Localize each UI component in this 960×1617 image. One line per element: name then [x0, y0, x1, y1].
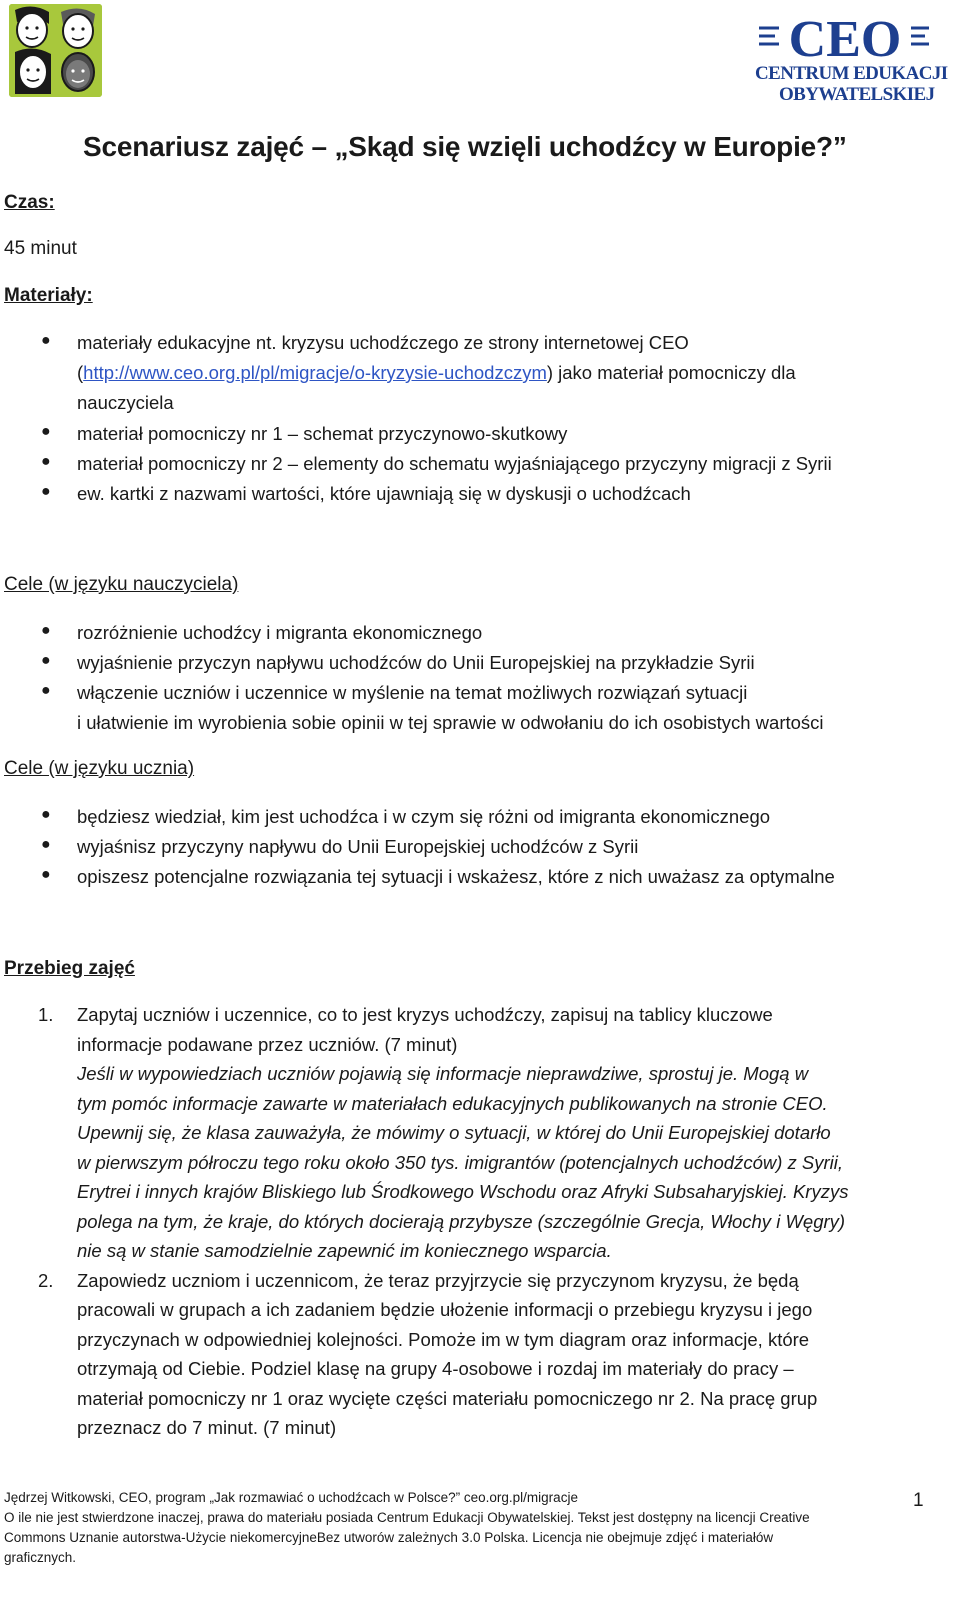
materials-item-1-line-2 — [77, 358, 796, 388]
page-number: 1 — [913, 1490, 924, 1511]
goals-student-item-3: opiszesz potencjalne rozwiązania tej sytuacji i wskażesz, które z nich uważasz za optymalne — [77, 866, 835, 887]
bullet-icon: ● — [41, 423, 51, 440]
step-2-line-6: przeznacz do 7 minut. (7 minut) — [77, 1417, 337, 1438]
goals-teacher-item-3-line-2: i ułatwienie im wyrobienia sobie opinii w tej sprawie w odwołaniu do ich osobistych wartości — [77, 712, 824, 733]
footer-license-line-3: graficznych. — [4, 1550, 77, 1565]
ceo-logo-line2: OBYWATELSKIEJ — [779, 84, 935, 105]
step-1-note-line-1: Jeśli w wypowiedziach uczniów pojawią się informacje nieprawdziwe, sprostuj je. Mogą w — [77, 1063, 809, 1084]
materials-item-2: materiał pomocniczy nr 1 – schemat przyczynowo-skutkowy — [77, 423, 568, 444]
materials-item-3: materiał pomocniczy nr 2 – elementy do schematu wyjaśniającego przyczyny migracji z Syrii — [77, 453, 832, 474]
materials-item-1-line-1: materiały edukacyjne nt. kryzysu uchodźczego ze strony internetowej CEO — [77, 332, 689, 353]
ceo-logo — [753, 10, 948, 106]
bullet-icon: ● — [41, 652, 51, 669]
step-1-note-line-2: tym pomóc informacje zawarte w materiałach edukacyjnych publikowanych na stronie CEO. — [77, 1093, 828, 1114]
ceo-logo-icon — [753, 10, 931, 66]
bullet-icon: ● — [41, 836, 51, 853]
kids-faces-logo — [9, 4, 102, 97]
bullet-icon: ● — [41, 332, 51, 349]
ceo-logo-line1: CENTRUM EDUKACJI — [755, 63, 948, 84]
step-1-note-line-7: nie są w stanie samodzielnie zapewnić im koniecznego wsparcia. — [77, 1240, 612, 1261]
step-2-line-2: pracowali w grupach a ich zadaniem będzie ułożenie informacji o przebiegu kryzysu i jego — [77, 1299, 813, 1320]
materials-item-4: ew. kartki z nazwami wartości, które ujawniają się w dyskusji o uchodźcach — [77, 483, 691, 504]
step-1-note-line-3: Upewnij się, że klasa zauważyła, że mówimy o sytuacji, w której do Unii Europejskiej dotarło — [77, 1122, 831, 1143]
goals-student-item-1: będziesz wiedział, kim jest uchodźca i w czym się różni od imigranta ekonomicznego — [77, 806, 771, 827]
goals-teacher-item-1: rozróżnienie uchodźcy i migranta ekonomicznego — [77, 622, 483, 643]
page-title: Scenariusz zajęć – „Skąd się wzięli uchodźcy w Europie?” — [83, 131, 847, 162]
ceo-migration-link[interactable]: http://www.ceo.org.pl/pl/migracje/o-kryzysie-uchodzczym — [83, 362, 547, 383]
step-2-line-5: materiał pomocniczy nr 1 oraz wycięte części materiału pomocniczego nr 2. Na pracę grup — [77, 1388, 818, 1409]
bullet-icon: ● — [41, 866, 51, 883]
procedure-label: Przebieg zajęć — [4, 958, 135, 979]
materials-item-1-tail: ) jako materiał pomocniczy dla — [546, 362, 796, 383]
footer-license-line-2: Commons Uznanie autorstwa-Użycie niekomercyjneBez utworów zależnych 3.0 Polska. Licencja nie obejmuje zdjęć i materiałów — [4, 1530, 774, 1545]
step-1-note-line-6: polega na tym, że kraje, do których docierają przybysze (szczególnie Grecja, Włochy i Węgry) — [77, 1211, 846, 1232]
step-2-line-3: przyczynach w odpowiedniej kolejności. Pomoże im w tym diagram oraz informacje, które — [77, 1329, 810, 1350]
step-2-number: 2. — [38, 1270, 54, 1291]
materials-label: Materiały: — [4, 285, 93, 306]
time-label: Czas: — [4, 192, 55, 213]
bullet-icon: ● — [41, 806, 51, 823]
footer-license-line-1: O ile nie jest stwierdzone inaczej, prawa do materiału posiada Centrum Edukacji Obywatelskiej. Tekst jest dostępny na licencji Creative — [4, 1510, 810, 1525]
goals-teacher-label: Cele (w języku nauczyciela) — [4, 574, 239, 595]
step-1-note-line-5: Erytrei i innych krajów Bliskiego lub Środkowego Wschodu oraz Afryki Subsaharyjskiej. Kryzys — [77, 1181, 849, 1202]
kids-faces-icon — [9, 4, 102, 97]
bullet-icon: ● — [41, 483, 51, 500]
footer-author: Jędrzej Witkowski, CEO, program „Jak rozmawiać o uchodźcach w Polsce?” ceo.org.pl/migracje — [4, 1490, 578, 1505]
paren-open: ( — [77, 362, 84, 383]
step-1-number: 1. — [38, 1004, 54, 1025]
materials-item-1-line-3: nauczyciela — [77, 392, 174, 413]
step-1-note-line-4: w pierwszym półroczu tego roku około 350 tys. imigrantów (potencjalnych uchodźców) z Syrii, — [77, 1152, 844, 1173]
bullet-icon: ● — [41, 622, 51, 639]
goals-student-item-2: wyjaśnisz przyczyny napływu do Unii Europejskiej uchodźców z Syrii — [77, 836, 639, 857]
goals-teacher-item-3-line-1: włączenie uczniów i uczennice w myślenie na temat możliwych rozwiązań sytuacji — [77, 682, 748, 703]
step-1-line-1: Zapytaj uczniów i uczennice, co to jest kryzys uchodźczy, zapisuj na tablicy kluczowe — [77, 1004, 773, 1025]
bullet-icon: ● — [41, 453, 51, 470]
step-1-line-2: informacje podawane przez uczniów. (7 minut) — [77, 1034, 458, 1055]
step-2-line-1: Zapowiedz uczniom i uczennicom, że teraz przyjrzycie się przyczynom kryzysu, że będą — [77, 1270, 799, 1291]
ceo-logo-text: CEO — [788, 11, 902, 66]
goals-student-label: Cele (w języku ucznia) — [4, 758, 195, 779]
goals-teacher-item-2: wyjaśnienie przyczyn napływu uchodźców do Unii Europejskiej na przykładzie Syrii — [77, 652, 755, 673]
time-value: 45 minut — [4, 238, 77, 259]
bullet-icon: ● — [41, 682, 51, 699]
step-2-line-4: otrzymają od Ciebie. Podziel klasę na grupy 4-osobowe i rozdaj im materiały do pracy – — [77, 1358, 794, 1379]
